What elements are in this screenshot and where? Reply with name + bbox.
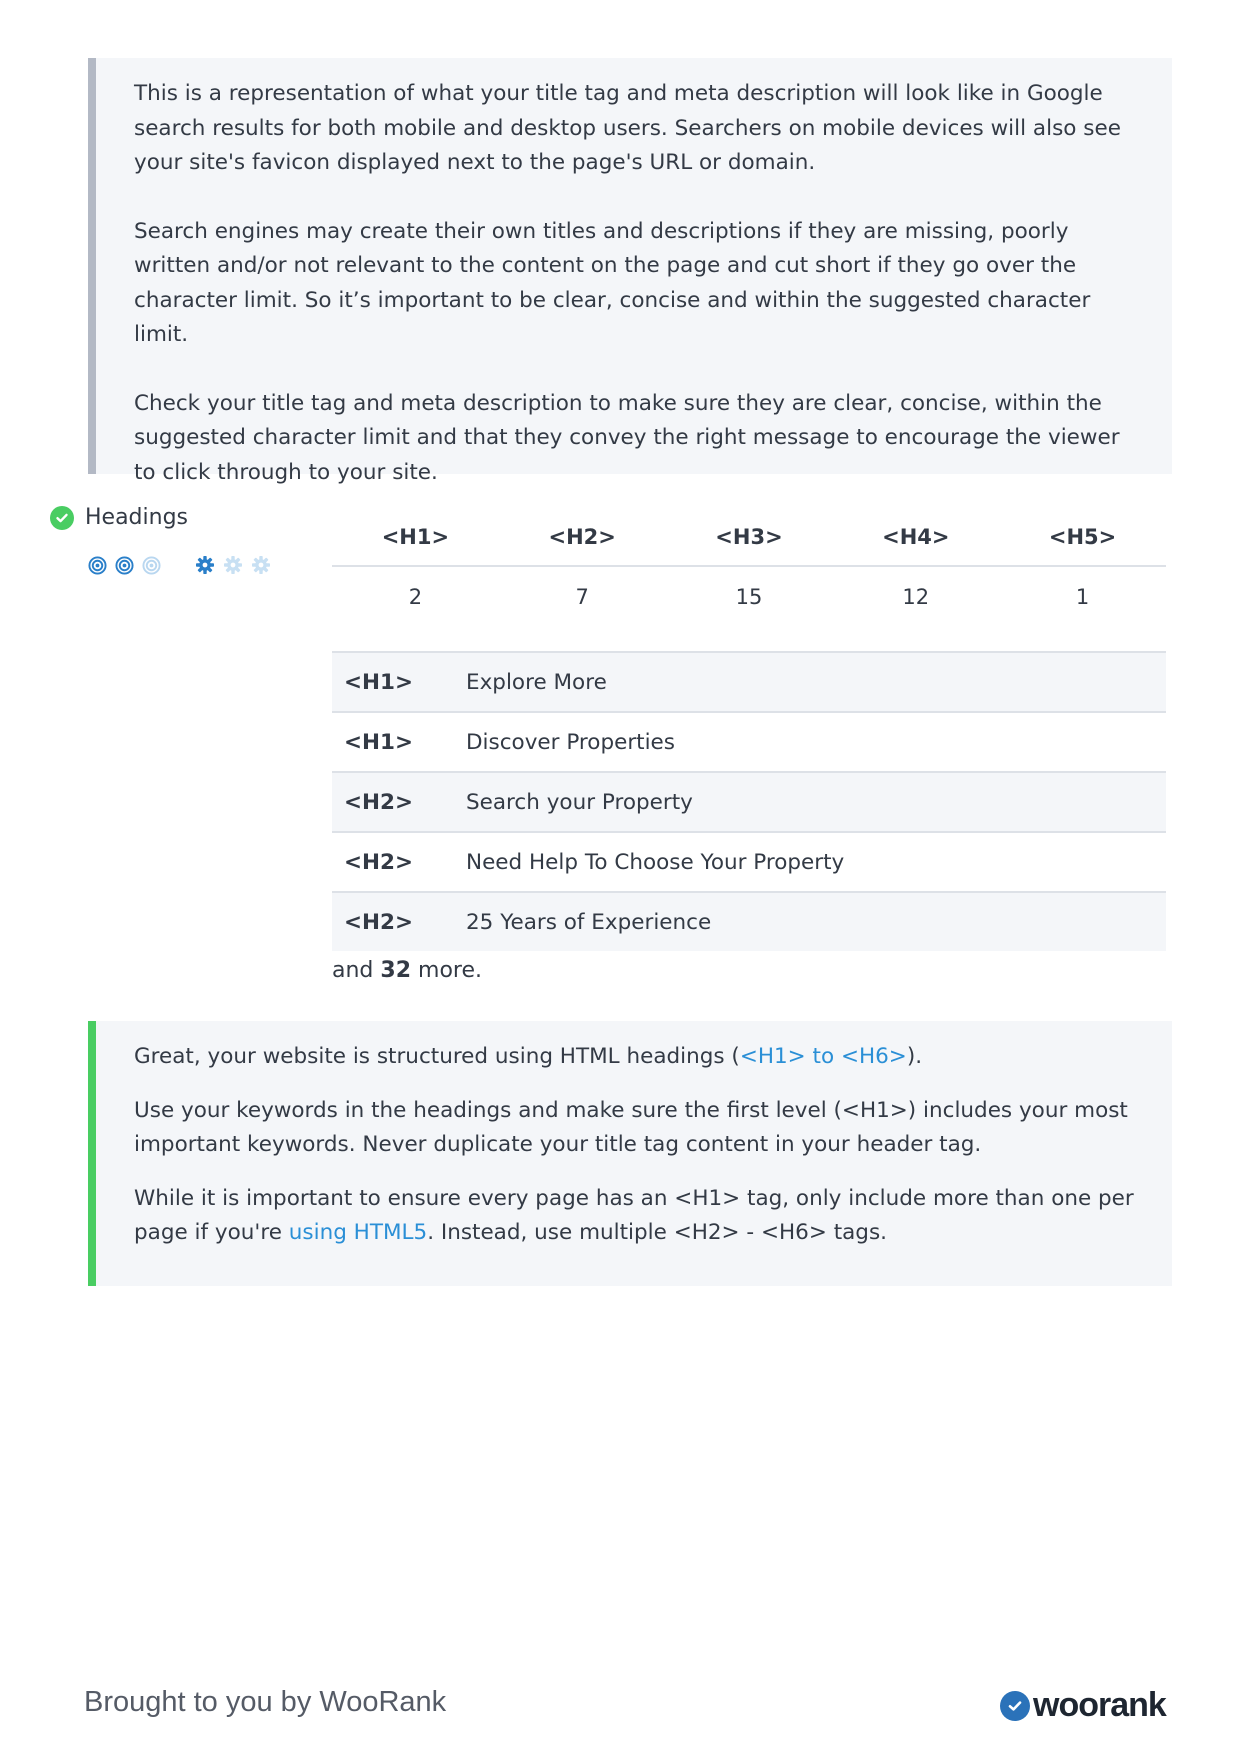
heading-text: Need Help To Choose Your Property bbox=[454, 832, 1166, 892]
footer-credit: Brought to you by WooRank bbox=[84, 1686, 447, 1718]
heading-tag: <H2> bbox=[332, 832, 454, 892]
gear-icon bbox=[251, 555, 271, 575]
html5-link[interactable]: using HTML5 bbox=[288, 1220, 428, 1245]
more-count-number: 32 bbox=[380, 958, 412, 983]
heading-tag: <H1> bbox=[332, 712, 454, 772]
intro-paragraph-2: Search engines may create their own titles and descriptions if they are missing, poorly written and/or not relevant to the content on the page and cut short if they go over the character limit. So it’s important to be clear, concise and within the suggested character limit. bbox=[134, 218, 1091, 347]
target-icon bbox=[115, 556, 134, 575]
headings-title: Headings bbox=[85, 505, 189, 530]
count-value: 12 bbox=[902, 585, 930, 609]
heading-row bbox=[332, 712, 1166, 772]
advice-paragraph-3: While it is important to ensure every page has an <H1> tag, only include more than one per page if you're using HTML5. Instead, use multiple <H2> - <H6> tags. bbox=[134, 1185, 1134, 1245]
intro-callout bbox=[88, 58, 1172, 485]
h1-h6-link[interactable]: <H1> to <H6> bbox=[739, 1044, 907, 1069]
heading-tag: <H1> bbox=[332, 652, 454, 712]
heading-tag: <H2> bbox=[332, 772, 454, 832]
intro-paragraph-3: Check your title tag and meta description to make sure they are clear, concise, within the suggested character limit and that they convey the right message to encourage the viewer to click through to your site. bbox=[134, 390, 1120, 485]
difficulty-rating bbox=[195, 555, 271, 575]
count-value: 1 bbox=[1075, 585, 1090, 609]
count-value: 2 bbox=[408, 585, 423, 609]
heading-text: Discover Properties bbox=[454, 712, 1166, 772]
count-header: <H4> bbox=[832, 508, 999, 566]
woorank-logo bbox=[1000, 1686, 1166, 1725]
heading-text: Search your Property bbox=[454, 772, 1166, 832]
count-header: <H2> bbox=[499, 508, 666, 566]
heading-counts-table bbox=[332, 508, 1166, 627]
logo-check-icon bbox=[1000, 1691, 1030, 1721]
impact-rating bbox=[88, 556, 161, 575]
target-icon bbox=[142, 556, 161, 575]
check-circle-icon bbox=[50, 506, 74, 530]
advice-paragraph-2: Use your keywords in the headings and make sure the first level (<H1>) includes your most important keywords. Never duplicate your title tag content in your header tag. bbox=[134, 1097, 1128, 1157]
headings-label bbox=[50, 505, 188, 530]
count-header: <H5> bbox=[999, 508, 1166, 566]
logo-wordmark: woorank bbox=[1033, 1686, 1166, 1724]
gear-icon bbox=[195, 555, 215, 575]
heading-row bbox=[332, 652, 1166, 712]
intro-paragraph-1: This is a representation of what your title tag and meta description will look like in Google search results for both mobile and desktop users. Searchers on mobile devices will also see your site's favicon displayed next to the page's URL or domain. bbox=[134, 81, 1121, 175]
heading-text: 25 Years of Experience bbox=[454, 892, 1166, 951]
heading-row bbox=[332, 892, 1166, 951]
heading-row bbox=[332, 832, 1166, 892]
count-value: 7 bbox=[575, 585, 589, 609]
count-value: 15 bbox=[735, 585, 763, 609]
ratings bbox=[88, 555, 271, 575]
count-header: <H1> bbox=[332, 508, 499, 566]
heading-list-table bbox=[332, 651, 1166, 951]
gear-icon bbox=[223, 555, 243, 575]
heading-text: Explore More bbox=[454, 652, 1166, 712]
advice-callout bbox=[88, 1021, 1172, 1286]
heading-row bbox=[332, 772, 1166, 832]
more-count: and 32 more. bbox=[332, 958, 482, 983]
advice-paragraph-1: Great, your website is structured using HTML headings (<H1> to <H6>). bbox=[134, 1044, 923, 1069]
heading-tag: <H2> bbox=[332, 892, 454, 951]
count-header: <H3> bbox=[666, 508, 833, 566]
target-icon bbox=[88, 556, 107, 575]
